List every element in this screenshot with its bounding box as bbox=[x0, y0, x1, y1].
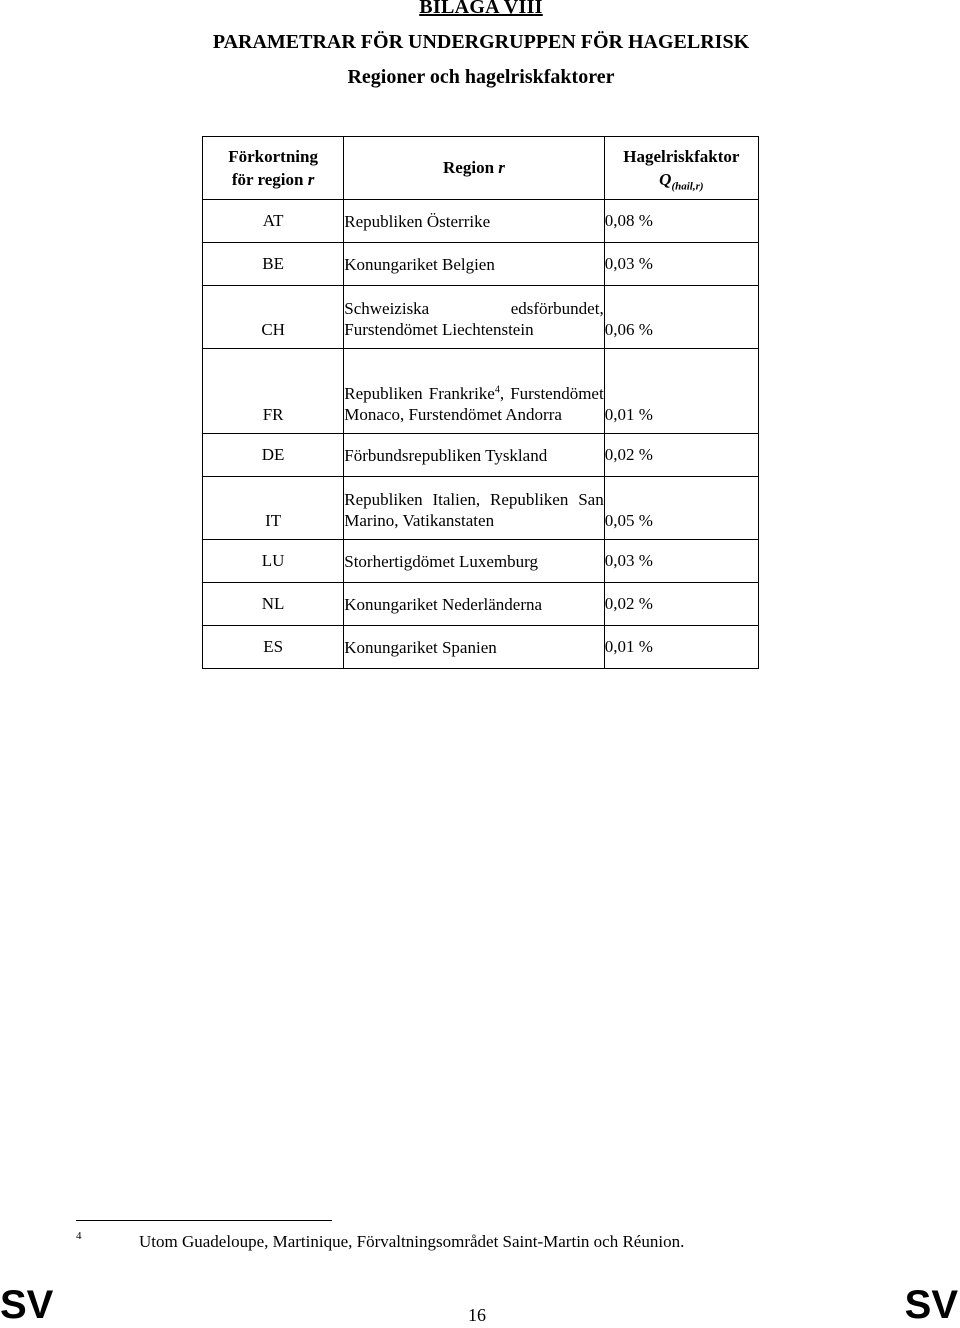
region-name-cell: Republiken Österrike bbox=[344, 200, 604, 243]
region-name-part: Republiken Frankrike bbox=[344, 384, 495, 403]
header-factor-subscript: (hail,r) bbox=[671, 180, 704, 193]
document-subtitle: Regioner och hagelriskfaktorer bbox=[347, 66, 615, 88]
table-row bbox=[203, 626, 759, 669]
region-name-cell: Republiken Italien, Republiken San Marino, Vatikanstaten bbox=[344, 477, 604, 540]
region-name-cell: Konungariket Spanien bbox=[344, 626, 604, 669]
hail-factor-cell: 0,03 % bbox=[604, 540, 758, 583]
document-title: PARAMETRAR FÖR UNDERGRUPPEN FÖR HAGELRISK bbox=[212, 31, 750, 53]
header-region-name bbox=[344, 137, 604, 200]
region-code-cell: ES bbox=[203, 626, 344, 669]
region-code-cell: AT bbox=[203, 200, 344, 243]
region-name-part: , Furstendömet Monaco, Furstendömet Andorra bbox=[344, 384, 604, 424]
annex-title: BILAGA VIII bbox=[419, 0, 543, 18]
header-code-line1: Förkortning bbox=[228, 147, 318, 166]
region-name-cell: Storhertigdömet Luxemburg bbox=[344, 540, 604, 583]
table-row bbox=[203, 286, 759, 349]
region-code-cell: IT bbox=[203, 477, 344, 540]
footnote-text: Utom Guadeloupe, Martinique, Förvaltningsområdet Saint-Martin och Réunion. bbox=[139, 1232, 685, 1251]
region-name-cell: Konungariket Belgien bbox=[344, 243, 604, 286]
language-code-left: SV bbox=[0, 1283, 54, 1327]
table-row bbox=[203, 583, 759, 626]
header-hail-factor bbox=[604, 137, 758, 200]
region-code-cell: NL bbox=[203, 583, 344, 626]
region-name-cell: Schweiziska edsförbundet, Furstendömet Liechtenstein bbox=[344, 286, 604, 349]
hail-factor-cell: 0,02 % bbox=[604, 583, 758, 626]
hail-factor-cell: 0,08 % bbox=[604, 200, 758, 243]
header-region-variable: r bbox=[498, 158, 505, 177]
language-code-right: SV bbox=[904, 1283, 958, 1327]
region-code-cell: LU bbox=[203, 540, 344, 583]
footnote-reference: 4 bbox=[494, 384, 500, 396]
hail-factor-cell: 0,02 % bbox=[604, 434, 758, 477]
table-row bbox=[203, 200, 759, 243]
header-factor-symbol: Q bbox=[659, 170, 672, 189]
hail-factor-cell: 0,03 % bbox=[604, 243, 758, 286]
table-row bbox=[203, 243, 759, 286]
table-row bbox=[203, 434, 759, 477]
hail-factor-cell: 0,01 % bbox=[604, 349, 758, 434]
table-header-row bbox=[203, 137, 759, 200]
table-row bbox=[203, 477, 759, 540]
hail-factor-cell: 0,01 % bbox=[604, 626, 758, 669]
page-number: 16 bbox=[468, 1305, 486, 1325]
region-name-cell: Förbundsrepubliken Tyskland bbox=[344, 434, 604, 477]
table-row bbox=[203, 349, 759, 434]
region-code-cell: CH bbox=[203, 286, 344, 349]
table-row bbox=[203, 540, 759, 583]
region-code-cell: DE bbox=[203, 434, 344, 477]
region-name-cell bbox=[344, 349, 604, 434]
header-region-label: Region bbox=[443, 158, 495, 177]
header-region-code bbox=[203, 137, 344, 200]
footnote-mark: 4 bbox=[76, 1230, 82, 1242]
header-code-variable: r bbox=[307, 170, 315, 189]
hail-risk-table bbox=[202, 136, 759, 669]
region-code-cell: FR bbox=[203, 349, 344, 434]
hail-factor-cell: 0,05 % bbox=[604, 477, 758, 540]
header-code-line2: för region bbox=[231, 170, 304, 189]
header-factor-label: Hagelriskfaktor bbox=[623, 147, 740, 166]
footnote-separator bbox=[76, 1220, 332, 1221]
hail-factor-cell: 0,06 % bbox=[604, 286, 758, 349]
region-code-cell: BE bbox=[203, 243, 344, 286]
region-name-cell: Konungariket Nederländerna bbox=[344, 583, 604, 626]
